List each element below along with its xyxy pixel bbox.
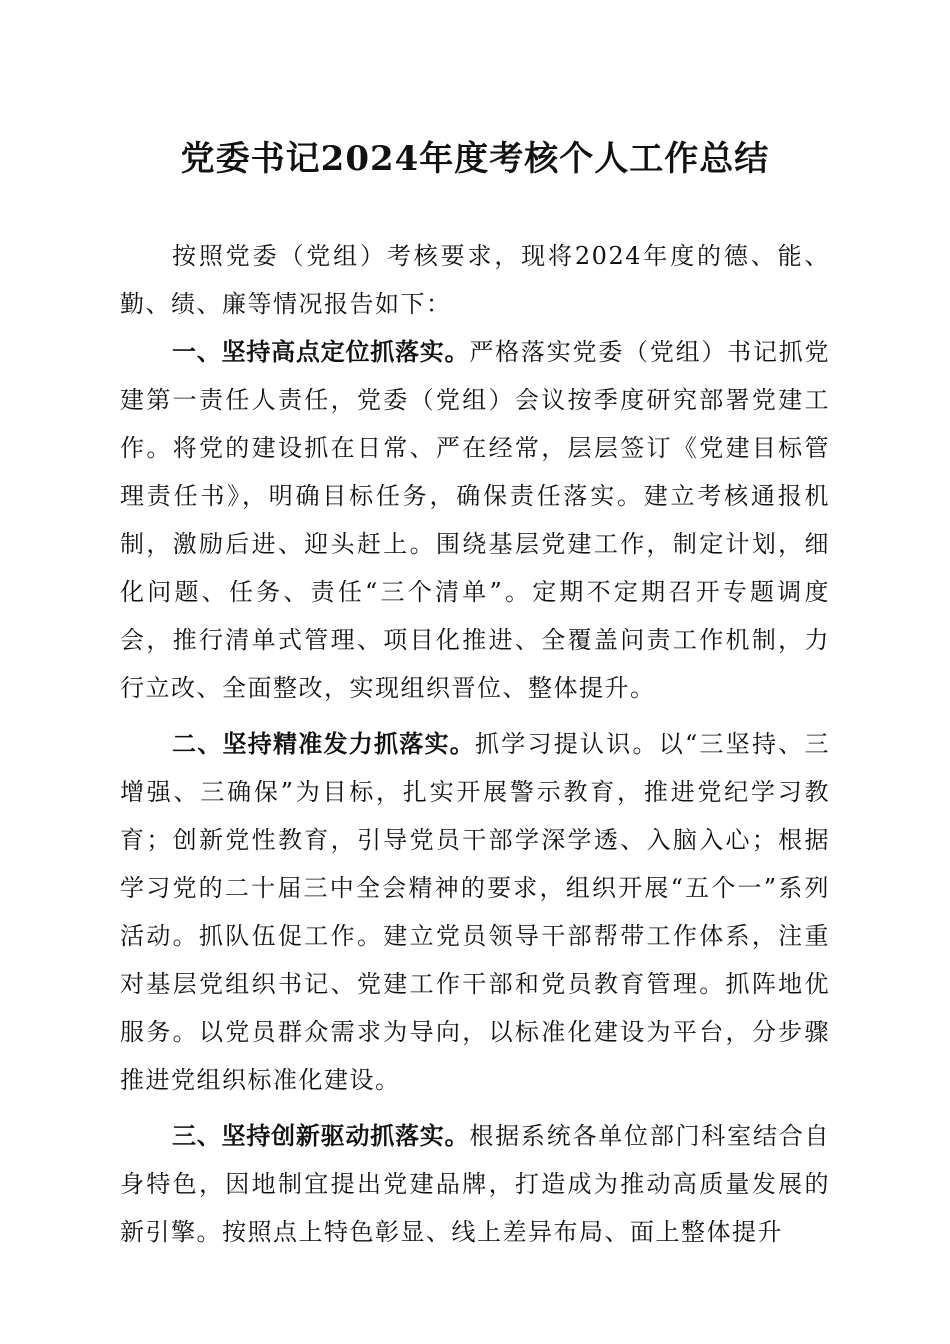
section-heading-2: 二、坚持精准发力抓落实。 [172,730,475,758]
section-heading-1: 一、坚持高点定位抓落实。 [172,338,470,366]
section-paragraph-3 [120,1112,830,1256]
document-body [120,232,830,1256]
section-text-3: 根据系统各单位部门科室结合自身特色，因地制宜提出党建品牌，打造成为推动高质量发展的新引擎。按照点上特色彰显、线上差异布局、面上整体提升 [120,1122,830,1246]
document-title: 党委书记2024年度考核个人工作总结 [180,139,770,179]
section-text-2: 抓学习提认识。以“三坚持、三增强、三确保”为目标，扎实开展警示教育，推进党纪学习教育；创新党性教育，引导党员干部学深学透、入脑入心；根据学习党的二十届三中全会精神的要求，组织开展“五个一”系列活动。抓队伍促工作。建立党员领导干部帮带工作体系，注重对基层党组织书记、党建工作干部和党员教育管理。抓阵地优服务。以党员群众需求为导向，以标准化建设为平台，分步骤推进党组织标准化建设。 [120,730,830,1094]
section-paragraph-1 [120,328,830,712]
intro-paragraph: 按照党委（党组）考核要求，现将2024年度的德、能、勤、绩、廉等情况报告如下： [120,242,830,318]
section-paragraph-2 [120,720,830,1104]
section-heading-3: 三、坚持创新驱动抓落实。 [172,1122,470,1150]
section-text-1: 严格落实党委（党组）书记抓党建第一责任人责任，党委（党组）会议按季度研究部署党建工作。将党的建设抓在日常、严在经常，层层签订《党建目标管理责任书》，明确目标任务，确保责任落实。建立考核通报机制，激励后进、迎头赶上。围绕基层党建工作，制定计划，细化问题、任务、责任“三个清单”。定期不定期召开专题调度会，推行清单式管理、项目化推进、全覆盖问责工作机制，力行立改、全面整改，实现组织晋位、整体提升。 [120,338,830,702]
